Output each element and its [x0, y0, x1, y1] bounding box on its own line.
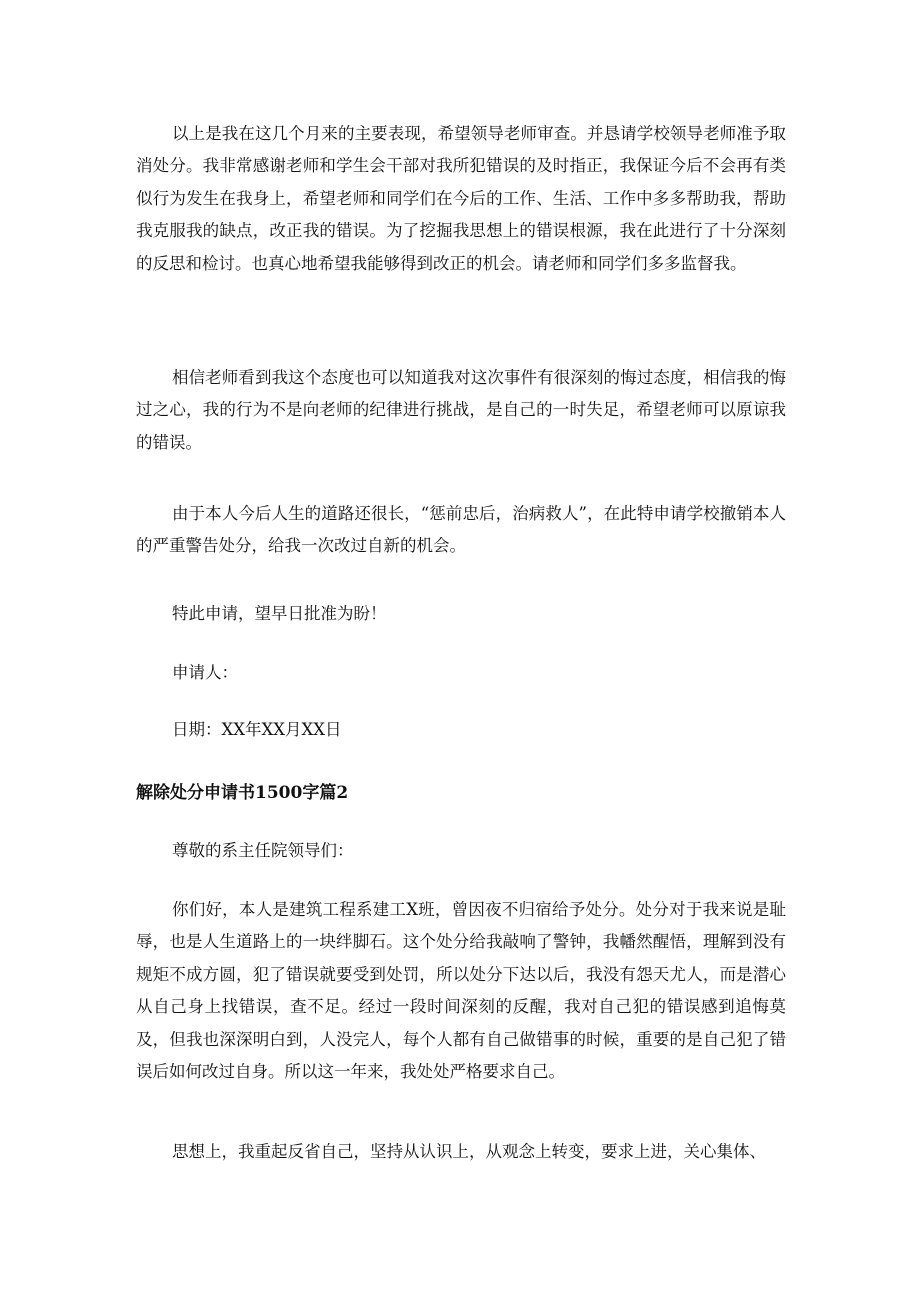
closing-line: 特此申请，望早日批准为盼！	[172, 604, 387, 623]
paragraph-thoughts: 思想上，我重起反省自己，坚持从认识上，从观念上转变，要求上进，关心集体、	[172, 1142, 766, 1161]
paragraph-review: 以上是我在这几个月来的主要表现，希望领导老师审查。并恳请学校领导老师准予取消处分。我非常感谢老师和学生会干部对我所犯错误的及时指正，我保证今后不会再有类似行为发生在我身上，希望老师和同学们在今后的工作、生活、工作中多多帮助我，帮助我克服我的缺点，改正我的错误。为了挖掘我思想上的错误根源，我在此进行了十分深刻的反思和检讨。也真心地希望我能够得到改正的机会。请老师和同学们多多监督我。	[136, 124, 786, 273]
paragraph-repentance: 相信老师看到我这个态度也可以知道我对这次事件有很深刻的悔过态度，相信我的悔过之心，我的行为不是向老师的纪律进行挑战，是自己的一时失足，希望老师可以原谅我的错误。	[136, 368, 786, 452]
paragraph-introduction: 你们好，本人是建筑工程系建工X班，曾因夜不归宿给予处分。处分对于我来说是耻辱，也是人生道路上的一块绊脚石。这个处分给我敲响了警钟，我幡然醒悟，理解到没有规矩不成方圆，犯了错误就要受到处罚，所以处分下达以后，我没有怨天尤人，而是潜心从自己身上找错误，查不足。经过一段时间深刻的反醒，我对自己犯的错误感到追悔莫及，但我也深深明白到，人没完人，每个人都有自己做错事的时候，重要的是自己犯了错误后如何改过自身。所以这一年来，我处处严格要求自己。	[136, 900, 786, 1082]
paragraph-request: 由于本人今后人生的道路还很长，“惩前忠后，治病救人”，在此特申请学校撤销本人的严重警告处分，给我一次改过自新的机会。	[136, 504, 786, 556]
section-heading: 解除处分申请书1500字篇2	[136, 783, 349, 803]
date-line: 日期：XX年XX月XX日	[172, 720, 342, 739]
applicant-line: 申请人：	[172, 663, 238, 682]
salutation-line: 尊敬的系主任院领导们：	[172, 841, 354, 860]
